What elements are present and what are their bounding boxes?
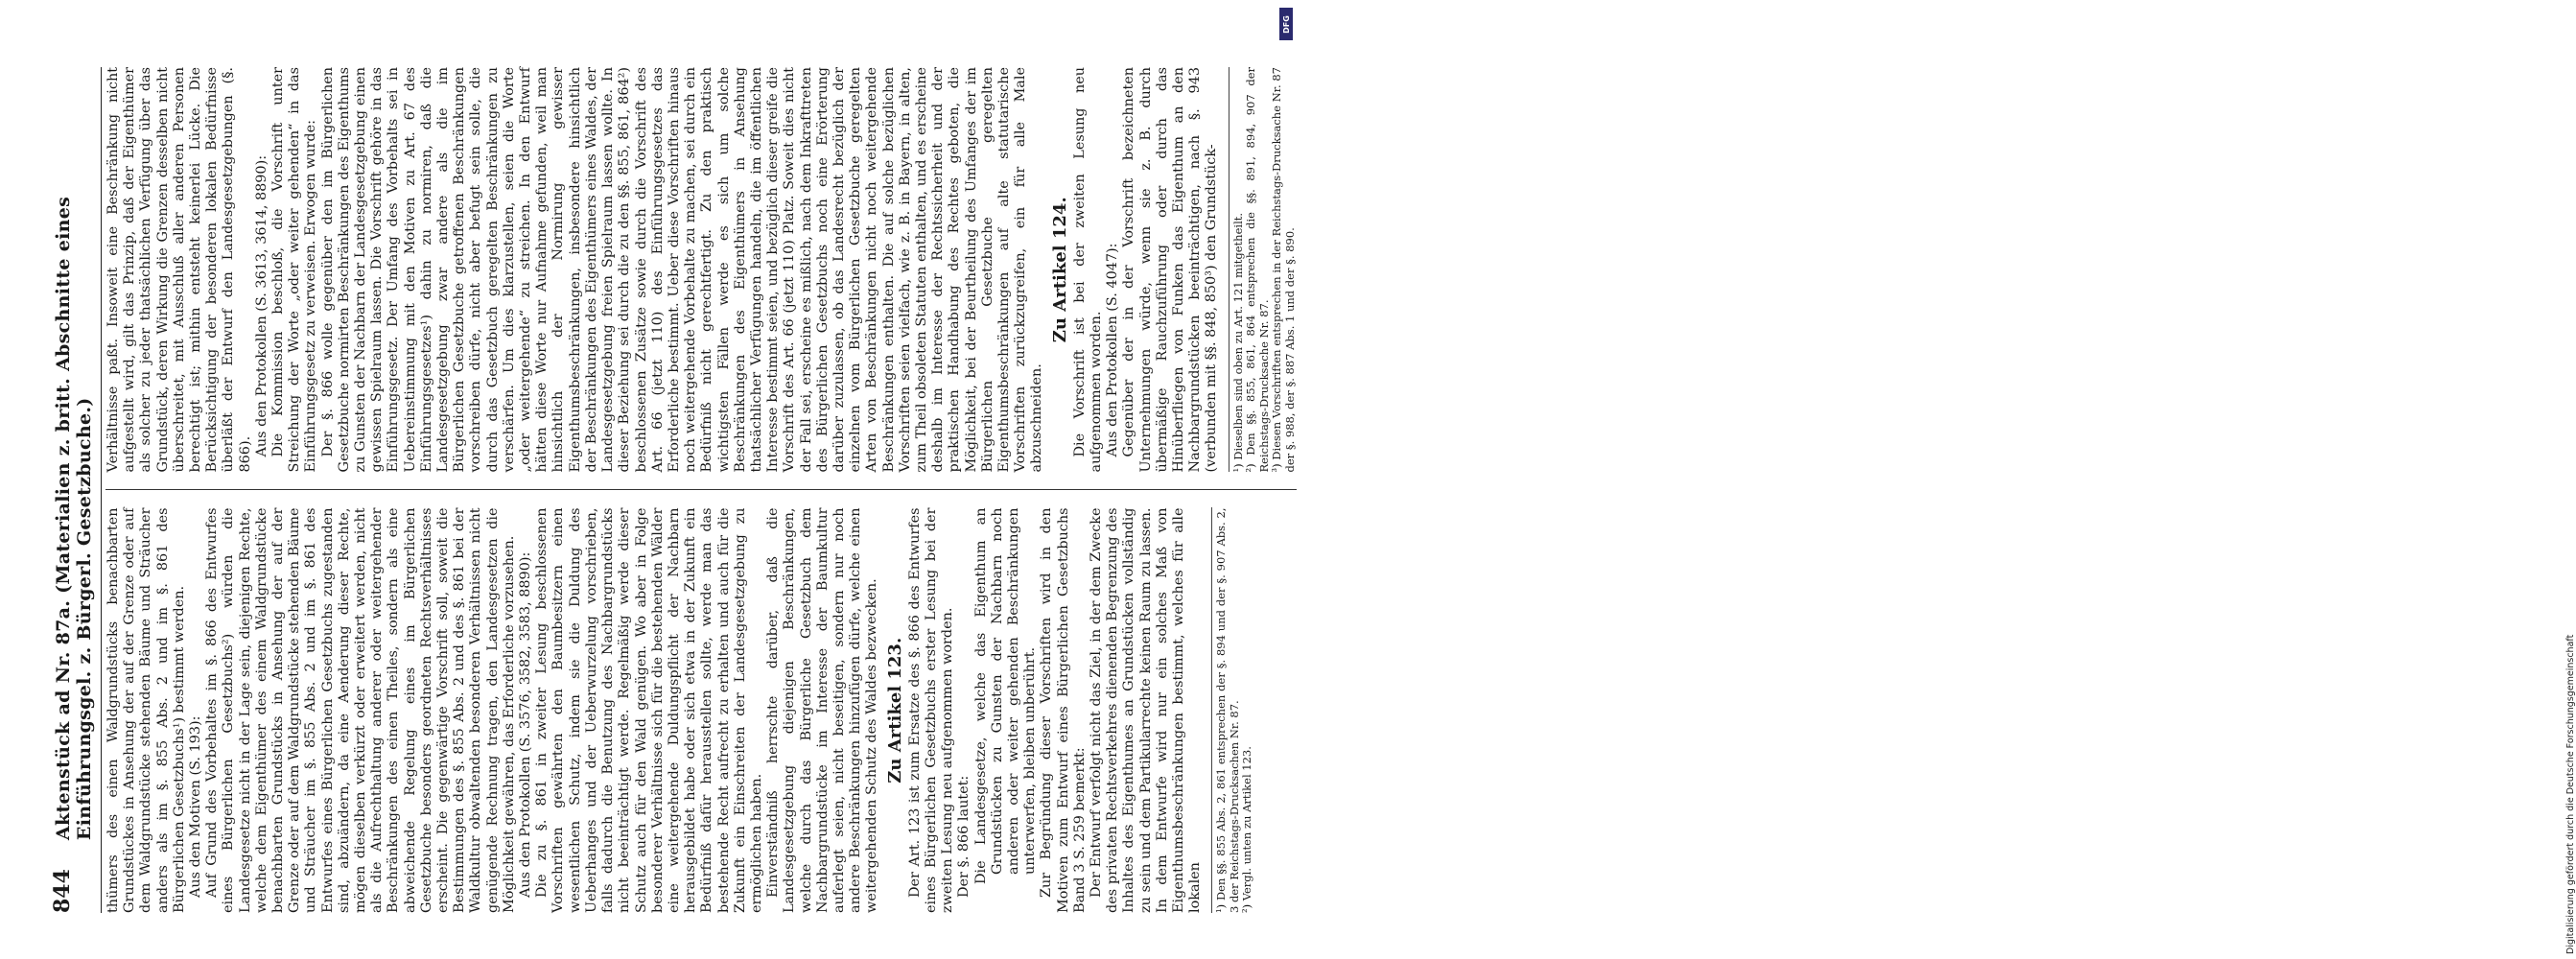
footnote: ³) Diesen Vorschriften entsprechen in der Reichstags-Drucksache Nr. 87 der §. 988, der §. 887 Abs. 1 und der §. 890. (1270, 66, 1297, 473)
paragraph: thümers des einen Waldgrundstücks benachbarten Grundstückes in Ansehung der auf der Grenze oder auf dem Waldgrundstücke stehenden Bäume und Sträucher anders als im §. 855 Abs. 2 und im §. 861 des Bürgerlichen Gesetzbuchs¹) bestimmt werden. (105, 507, 187, 913)
footnotes (1211, 507, 1254, 913)
dfg-logo (1279, 8, 1293, 40)
column-divider (105, 490, 1297, 491)
footnote: ²) Vergl. unten zu Artikel 123. (1240, 746, 1254, 913)
paragraph: Der Art. 123 ist zum Ersatze des §. 866 des Entwurfes eines Bürgerlichen Gesetzbuchs erster Lesung bei der zweiten Lesung neu aufgenommen worden. (906, 507, 956, 913)
digitization-text: Digitalisierung gefördert durch die Deutsche Forschungsgemeinschaft (2565, 634, 2576, 954)
paragraph: Aus den Protokollen (S. 4047): (1105, 243, 1121, 457)
paragraph: Die Vorschrift ist bei der zweiten Lesung neu aufgenommen worden. (1071, 66, 1104, 473)
paragraph: Die zu §. 861 in zweiter Lesung beschlossenen Vorschriften gewährten den Baumbesitzern einen wesentlichen Schutz, indem sie die Duldung des Ueberhanges und der Ueberwurzelung vorschrieben, falls dadurch die Benutzung des Nachbargrundstücks nicht beeinträchtigt werde. Regelmäßig werde dieser Schutz auch für den Wald genügen. Wo aber in Folge besonderer Verhältnisse sich für die bestehenden Wälder eine weitergehende Duldungspflicht der Nachbarn herausgebildet habe oder sich etwa in der Zukunft ein Bedürfniß dafür herausstellen sollte, werde man das bestehende Recht aufrecht zu erhalten und auch für die Zukunft ein Einschreiten der Landesgesetzgebung zu ermöglichen haben. (534, 507, 764, 913)
paragraph: Aus den Protokollen (S. 3576, 3582, 3583, 8890): (518, 551, 534, 898)
paragraph: Die Kommission beschloß, die Vorschrift unter Streichung der Worte „oder weiter gehenden“ in das Einführungsgesetz zu verweisen. Erwogen wurde: (270, 66, 319, 473)
paragraph: Auf Grund des Vorbehaltes im §. 866 des Entwurfes eines Bürgerlichen Gesetzbuchs²) würden die Landesgesetze nicht in der Lage sein, diejenigen Rechte, welche dem Eigenthümer des einem Waldgrundstücke benachbarten Grundstücks in Ansehung der auf der Grenze oder auf dem Waldgrundstücke stehenden Bäume und Sträucher im §. 855 Abs. 2 und im §. 861 des Entwurfes eines Bürgerlichen Gesetzbuchs zugestanden sind, abzuändern, da eine Aenderung dieser Rechte, mögen dieselben verkürzt oder erweitert werden, nicht als die Aufrechthaltung anderer oder weitergehender Beschränkungen des einen Theiles, sondern als eine abweichende Regelung eines im Bürgerlichen Gesetzbuche besonders geordneten Rechtsverhältnisses erscheint. Die gegenwärtige Vorschrift soll, soweit die Bestimmungen des §. 855 Abs. 2 und des §. 861 bei der Waldkultur obwaltenden besonderen Verhältnissen nicht genügende Rechnung tragen, den Landesgesetzen die Möglichkeit gewähren, das Erforderliche vorzusehen. (204, 507, 517, 913)
paragraph: Gegenüber der in der Vorschrift bezeichneten Unternehmungen würde, wenn sie z. B. durch übermäßige Rauchzuführung oder durch das Hinüberfliegen von Funken das Eigenthum an den Nachbargrundstücken beeinträchtigen, nach §. 943 (verbunden mit §§. 848, 850³) den Grundstück- (1121, 66, 1220, 473)
page-title: Aktenstück ad Nr. 87a. (Materialien z. britt. Abschnitte eines Einführungsgel. z. Bürgerl. Gesetzbuche.) (53, 196, 95, 841)
paragraph: Der §. 866 lautet: (956, 775, 972, 898)
dfg-logo-text: DFG (1281, 14, 1291, 34)
section-heading: Zu Artikel 124. (1049, 197, 1070, 343)
paragraph: Der Entwurf verfolgt nicht das Ziel, in der dem Zwecke des privaten Rechtsverkehres dienenden Begrenzung des Inhaltes des Eigenthumes an Grundstücken vollständig zu sein und dem Partikularrechte keinen Raum zu lassen. In dem Entwurfe wird nur ein solches Maß von Eigenthumsbeschränkungen bestimmt, welches für alle lokalen (1088, 507, 1204, 913)
right-column (105, 67, 1297, 473)
page-header (50, 67, 102, 913)
paragraph: Einverständniß herrschte darüber, daß die Landesgesetzgebung diejenigen Beschränkungen, welche durch das Bürgerliche Gesetzbuch dem Nachbargrundstücke im Interesse der Baumkultur auferlegt seien, nicht beseitigen, sondern nur noch andere Beschränkungen hinzufügen dürfe, welche einen weitergehenden Schutz des Waldes bezwecken. (765, 507, 880, 913)
paragraph: Verhältnisse paßt. Insoweit eine Beschränkung nicht aufgestellt wird, gilt das Prinzip, daß der Eigenthümer als solcher zu jeder thatsächlichen Verfügung über das Grundstück, deren Wirkung die Grenzen desselben nicht überschreitet, mit Ausschluß aller anderen Personen berechtigt ist; mithin entsteht keinerlei Lücke. Die Berücksichtigung der besonderen lokalen Bedürfnisse überläßt der Entwurf den Landesgesetzgebungen (§. 866). (105, 66, 253, 473)
paragraph: Der §. 866 wolle gegenüber den im Bürgerlichen Gesetzbuche normirten Beschränkungen des Eigenthums zu Gunsten der Nachbarn der Landesgesetzgebung einen gewissen Spielraum lassen. Die Vorschrift gehöre in das Einführungsgesetz. Der Umfang des Vorbehalts sei in Uebereinstimmung mit den Motiven zu Art. 67 des Einführungsgesetzes¹) dahin zu normiren, daß die Landesgesetzgebung zwar andere als die im Bürgerlichen Gesetzbuche getroffenen Beschränkungen vorschreiben dürfe, nicht aber befugt sein solle, die durch das Gesetzbuch geregelten Beschränkungen zu verschärfen. Um dies klarzustellen, seien die Worte „oder weitergehende“ zu streichen. In den Entwurf hätten diese Worte nur Aufnahme gefunden, weil man hinsichtlich der Normirung gewisser Eigenthumsbeschränkungen, insbesondere hinsichtlich der Beschränkungen des Eigenthümers eines Waldes, der Landesgesetzgebung freien Spielraum lassen wollte. In dieser Beziehung sei durch die zu den §§. 855, 861, 864²) beschlossenen Zusätze sowie durch die Vorschrift des Art. 66 (jetzt 110) des Einführungsgesetzes das Erforderliche bestimmt. Ueber diese Vorschriften hinaus noch weitergehende Vorbehalte zu machen, sei durch ein Bedürfniß nicht gerechtfertigt. Zu den praktisch wichtigsten Fällen werde es sich um solche Beschränkungen des Eigenthümers in Ansehung thatsächlicher Verfügungen handeln, die im öffentlichen Interesse bestimmt seien, und bezüglich dieser greife die Vorschrift des Art. 66 (jetzt 110) Platz. Soweit dies nicht der Fall sei, erscheine es mißlich, nach dem Inkrafttreten des Bürgerlichen Gesetzbuchs noch eine Erörterung darüber zuzulassen, ob das Landesrecht bezüglich der einzelnen vom Bürgerlichen Gesetzbuche geregelten Arten von Beschränkungen nicht noch weitergehende Beschränkungen enthalten. Die auf solche bezüglichen Vorschriften seien vielfach, wie z. B. in Bayern, in alten, zum Theil obsoleten Statuten enthalten, und es erscheine deshalb im Interesse der Rechtssicherheit und der praktischen Handhabung des Rechtes geboten, die Möglichkeit, bei der Beurtheilung des Umfanges der im Bürgerlichen Gesetzbuche geregelten Eigenthumsbeschränkungen auf alte statutarische Vorschriften zurückzugreifen, ein für alle Male abzuschneiden. (319, 66, 1045, 473)
paragraph: Aus den Protokollen (S. 3613, 3614, 8890): (253, 154, 269, 457)
text-columns (105, 67, 1297, 913)
paragraph: Zur Begründung dieser Vorschriften wird in den Motiven zum Entwurf eines Bürgerlichen Gesetzbuchs Band 3 S. 259 bemerkt: (1039, 507, 1088, 913)
section-heading: Zu Artikel 123. (884, 637, 905, 784)
paragraph: Aus den Motiven (S. 193): (188, 715, 204, 898)
digitization-note (1276, 0, 2576, 959)
left-column (105, 507, 1297, 913)
footnote: ¹) Dieselben sind oben zu Art. 121 mitgetheilt. (1230, 212, 1245, 473)
footnote: ¹) Den §§. 855 Abs. 2, 861 entsprechen der §. 894 und der §. 907 Abs. 2, 3 der Reichstags-Drucksachen Nr. 87. (1214, 507, 1241, 913)
quoted-text: Die Landesgesetze, welche das Eigenthum an Grundstücken zu Gunsten der Nachbarn noch anderen oder weiter gehenden Beschränkungen unterwerfen, bleiben unberührt. (972, 507, 1039, 884)
page-number: 844 (50, 869, 75, 913)
footnote: ²) Den §§. 855, 861, 864 entsprechen die §§. 891, 894, 907 der Reichstags-Drucksache Nr. 87. (1244, 66, 1271, 473)
